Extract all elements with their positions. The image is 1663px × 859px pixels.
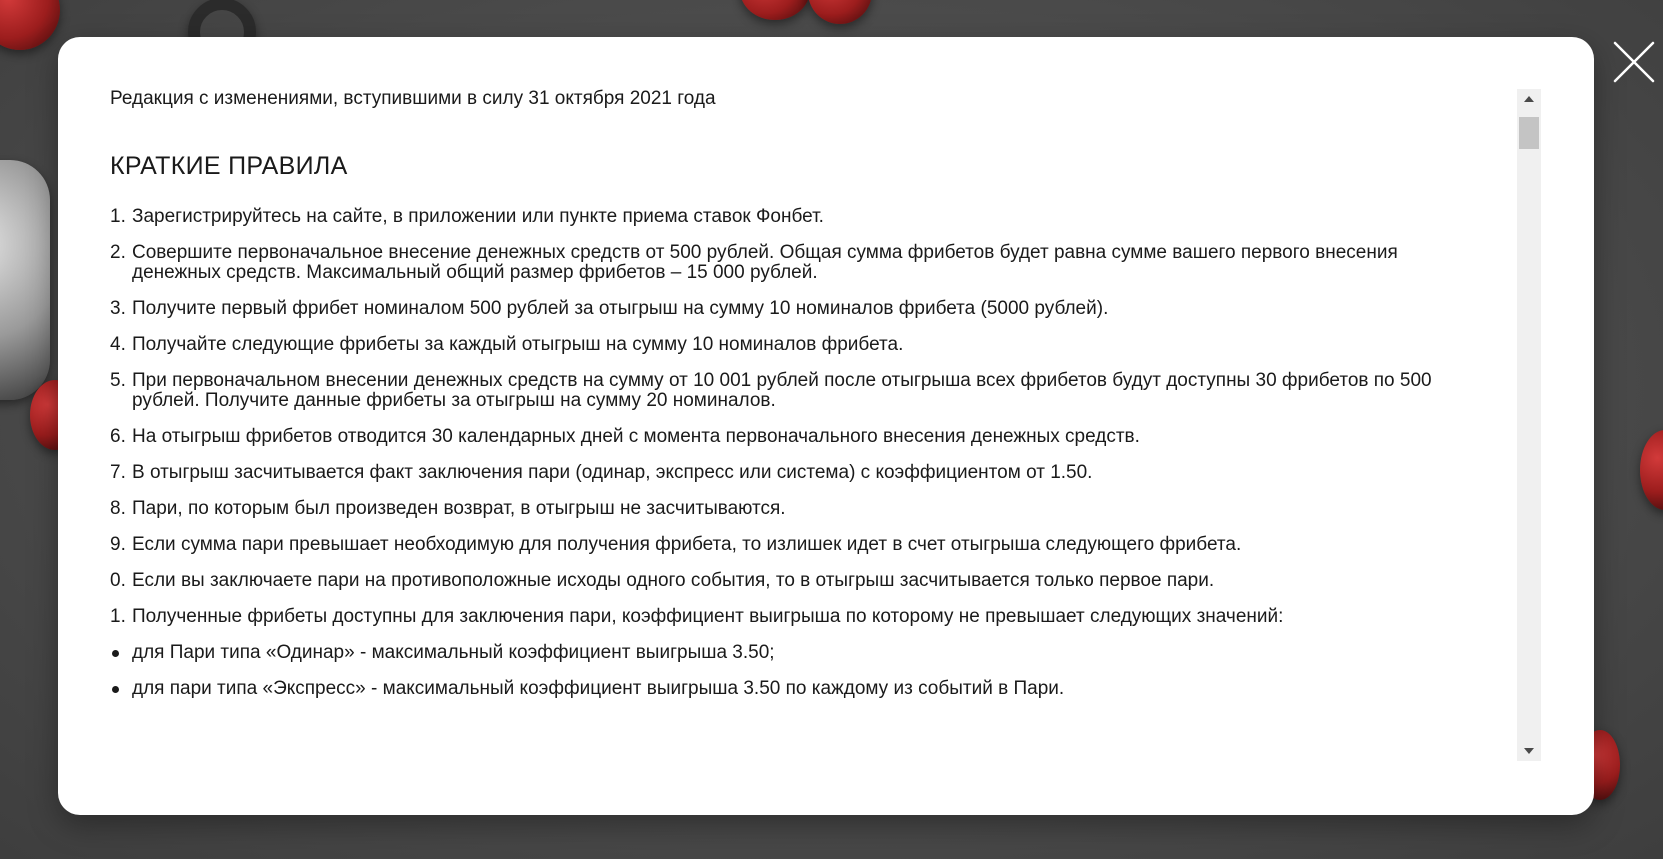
rule-item: [110, 499, 1470, 519]
rule-item: [110, 335, 1470, 355]
rule-number: 9.: [110, 534, 126, 555]
page-title: КРАТКИЕ ПРАВИЛА: [110, 152, 348, 180]
rule-item: [110, 535, 1470, 555]
rule-item: [110, 371, 1470, 411]
rule-number: 2.: [110, 242, 126, 263]
rule-text: Пари, по которым был произведен возврат, в отыгрыш не засчитываются.: [132, 498, 786, 519]
rule-item: [110, 427, 1470, 447]
rule-item: [110, 571, 1470, 591]
decorative-bottle-cap: [1640, 430, 1663, 510]
rule-bullet-text: для пари типа «Экспресс» - максимальный коэффициент выигрыша 3.50 по каждому из событий в Пари.: [132, 678, 1065, 699]
decorative-bottle-cap: [740, 0, 810, 20]
rule-item: [110, 607, 1470, 627]
rule-item: [110, 207, 1470, 227]
rule-number: 7.: [110, 462, 126, 483]
rule-number: 1.: [110, 606, 126, 627]
rule-number: 3.: [110, 298, 126, 319]
rule-item: [110, 243, 1470, 283]
close-icon: [1612, 40, 1656, 84]
scroll-down-button[interactable]: [1517, 741, 1541, 761]
rules-list: [110, 207, 1470, 699]
rule-text: На отыгрыш фрибетов отводится 30 календарных дней с момента первоначального внесения денежных средств.: [132, 426, 1140, 447]
rule-bullet-item: [110, 643, 1470, 663]
rule-number: 4.: [110, 334, 126, 355]
rule-text: Зарегистрируйтесь на сайте, в приложении или пункте приема ставок Фонбет.: [132, 206, 824, 227]
rule-text: В отыгрыш засчитывается факт заключения пари (одинар, экспресс или система) с коэффициентом от 1.50.: [132, 462, 1093, 483]
rule-text: Совершите первоначальное внесение денежных средств от 500 рублей. Общая сумма фрибетов будет равна сумме вашего первого внесения денежных средств. Максимальный общий размер фрибетов – 15 000 рублей.: [132, 242, 1398, 283]
scroll-up-button[interactable]: [1517, 89, 1541, 109]
rules-modal: [58, 37, 1594, 815]
rule-text: При первоначальном внесении денежных средств на сумму от 10 001 рублей после отыгрыша всех фрибетов будут доступны 30 фрибетов по 500 рублей. Получите данные фрибеты за отыгрыш на сумму 20 номиналов.: [132, 370, 1432, 411]
close-button[interactable]: [1612, 40, 1656, 84]
rule-number: 8.: [110, 498, 126, 519]
edition-note: Редакция с изменениями, вступившими в силу 31 октября 2021 года: [110, 88, 716, 109]
decorative-bottle-cap: [0, 0, 60, 50]
scroll-down-arrow-icon: [1523, 747, 1535, 755]
rule-number: 6.: [110, 426, 126, 447]
rule-item: [110, 299, 1470, 319]
bullet-icon: [110, 679, 132, 699]
vertical-scrollbar[interactable]: [1517, 89, 1541, 761]
rules-content[interactable]: [110, 87, 1470, 755]
rule-bullet-item: [110, 679, 1470, 699]
bullet-icon: [110, 643, 132, 663]
rule-number: 0.: [110, 570, 126, 591]
decorative-bottle-cap: [808, 0, 872, 24]
rule-text: Полученные фрибеты доступны для заключения пари, коэффициент выигрыша по которому не превышает следующих значений:: [132, 606, 1284, 627]
rule-text: Если вы заключаете пари на противоположные исходы одного события, то в отыгрыш засчитывается только первое пари.: [132, 570, 1215, 591]
scroll-up-arrow-icon: [1523, 95, 1535, 103]
rule-text: Если сумма пари превышает необходимую для получения фрибета, то излишек идет в счет отыгрыша следующего фрибета.: [132, 534, 1242, 555]
rule-item: [110, 463, 1470, 483]
decorative-metal-cup: [0, 160, 50, 400]
scroll-thumb[interactable]: [1519, 117, 1539, 149]
rule-text: Получайте следующие фрибеты за каждый отыгрыш на сумму 10 номиналов фрибета.: [132, 334, 904, 355]
rule-number: 1.: [110, 206, 126, 227]
rule-text: Получите первый фрибет номиналом 500 рублей за отыгрыш на сумму 10 номиналов фрибета (5000 рублей).: [132, 298, 1109, 319]
rule-bullet-text: для Пари типа «Одинар» - максимальный коэффициент выигрыша 3.50;: [132, 642, 775, 663]
rule-number: 5.: [110, 370, 126, 391]
